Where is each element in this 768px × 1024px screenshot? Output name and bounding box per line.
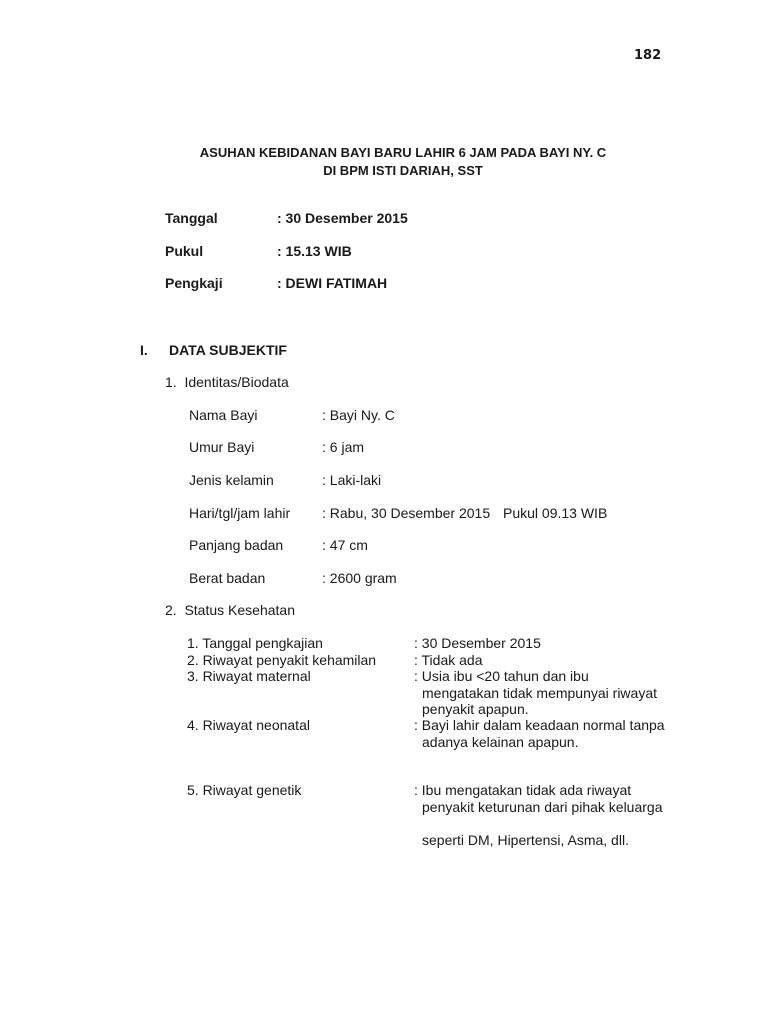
status-item-value: : Usia ibu <20 tahun dan ibu bbox=[414, 668, 589, 684]
identitas-label: Nama Bayi bbox=[189, 407, 258, 423]
status-item-label: 3. Riwayat maternal bbox=[187, 668, 311, 684]
status-item-continuation: mengatakan tidak mempunyai riwayat bbox=[422, 685, 658, 701]
identitas-label: Panjang badan bbox=[189, 537, 284, 553]
status-item-continuation: penyakit keturunan dari pihak keluarga bbox=[422, 799, 663, 815]
document-title-line-2: DI BPM ISTI DARIAH, SST bbox=[323, 163, 483, 178]
status-item-label: 1. Tanggal pengkajian bbox=[187, 635, 323, 651]
identitas-value: : 47 cm bbox=[322, 537, 368, 553]
meta-label-pengkaji: Pengkaji bbox=[165, 275, 223, 291]
status-item-continuation: adanya kelainan apapun. bbox=[422, 734, 579, 750]
identitas-value: : Laki-laki bbox=[322, 472, 382, 488]
identitas-label: Hari/tgl/jam lahir bbox=[189, 505, 291, 521]
identitas-label: Umur Bayi bbox=[189, 439, 255, 455]
page-number: 182 bbox=[634, 48, 662, 63]
status-item-continuation: penyakit apapun. bbox=[422, 701, 529, 717]
status-item-label: 2. Riwayat penyakit kehamilan bbox=[187, 652, 377, 668]
status-item-continuation: seperti DM, Hipertensi, Asma, dll. bbox=[422, 832, 629, 848]
status-heading: 2. Status Kesehatan bbox=[165, 602, 295, 618]
identitas-extra-value: Pukul 09.13 WIB bbox=[503, 505, 608, 521]
identitas-label: Berat badan bbox=[189, 570, 266, 586]
meta-value-pengkaji: : DEWI FATIMAH bbox=[277, 275, 388, 291]
section-title: DATA SUBJEKTIF bbox=[169, 342, 287, 358]
status-item-value: : 30 Desember 2015 bbox=[414, 635, 541, 651]
identitas-value: : 6 jam bbox=[322, 439, 365, 455]
status-item-label: 5. Riwayat genetik bbox=[187, 782, 302, 798]
status-item-value: : Bayi lahir dalam keadaan normal tanpa bbox=[414, 717, 665, 733]
status-item-value: : Tidak ada bbox=[414, 652, 483, 668]
status-item-value: : Ibu mengatakan tidak ada riwayat bbox=[414, 782, 632, 798]
status-item-label: 4. Riwayat neonatal bbox=[187, 717, 310, 733]
meta-value-tanggal: : 30 Desember 2015 bbox=[277, 210, 408, 226]
meta-label-tanggal: Tanggal bbox=[165, 210, 218, 226]
section-number: I. bbox=[140, 342, 148, 358]
meta-label-pukul: Pukul bbox=[165, 243, 204, 259]
identitas-label: Jenis kelamin bbox=[189, 472, 274, 488]
identitas-value: : Bayi Ny. C bbox=[322, 407, 395, 423]
document-title-line-1: ASUHAN KEBIDANAN BAYI BARU LAHIR 6 JAM PADA BAYI NY. C bbox=[199, 145, 607, 160]
identitas-value: : Rabu, 30 Desember 2015 bbox=[322, 505, 491, 521]
meta-value-pukul: : 15.13 WIB bbox=[277, 243, 352, 259]
identitas-value: : 2600 gram bbox=[322, 570, 397, 586]
identitas-heading: 1. Identitas/Biodata bbox=[165, 374, 289, 390]
